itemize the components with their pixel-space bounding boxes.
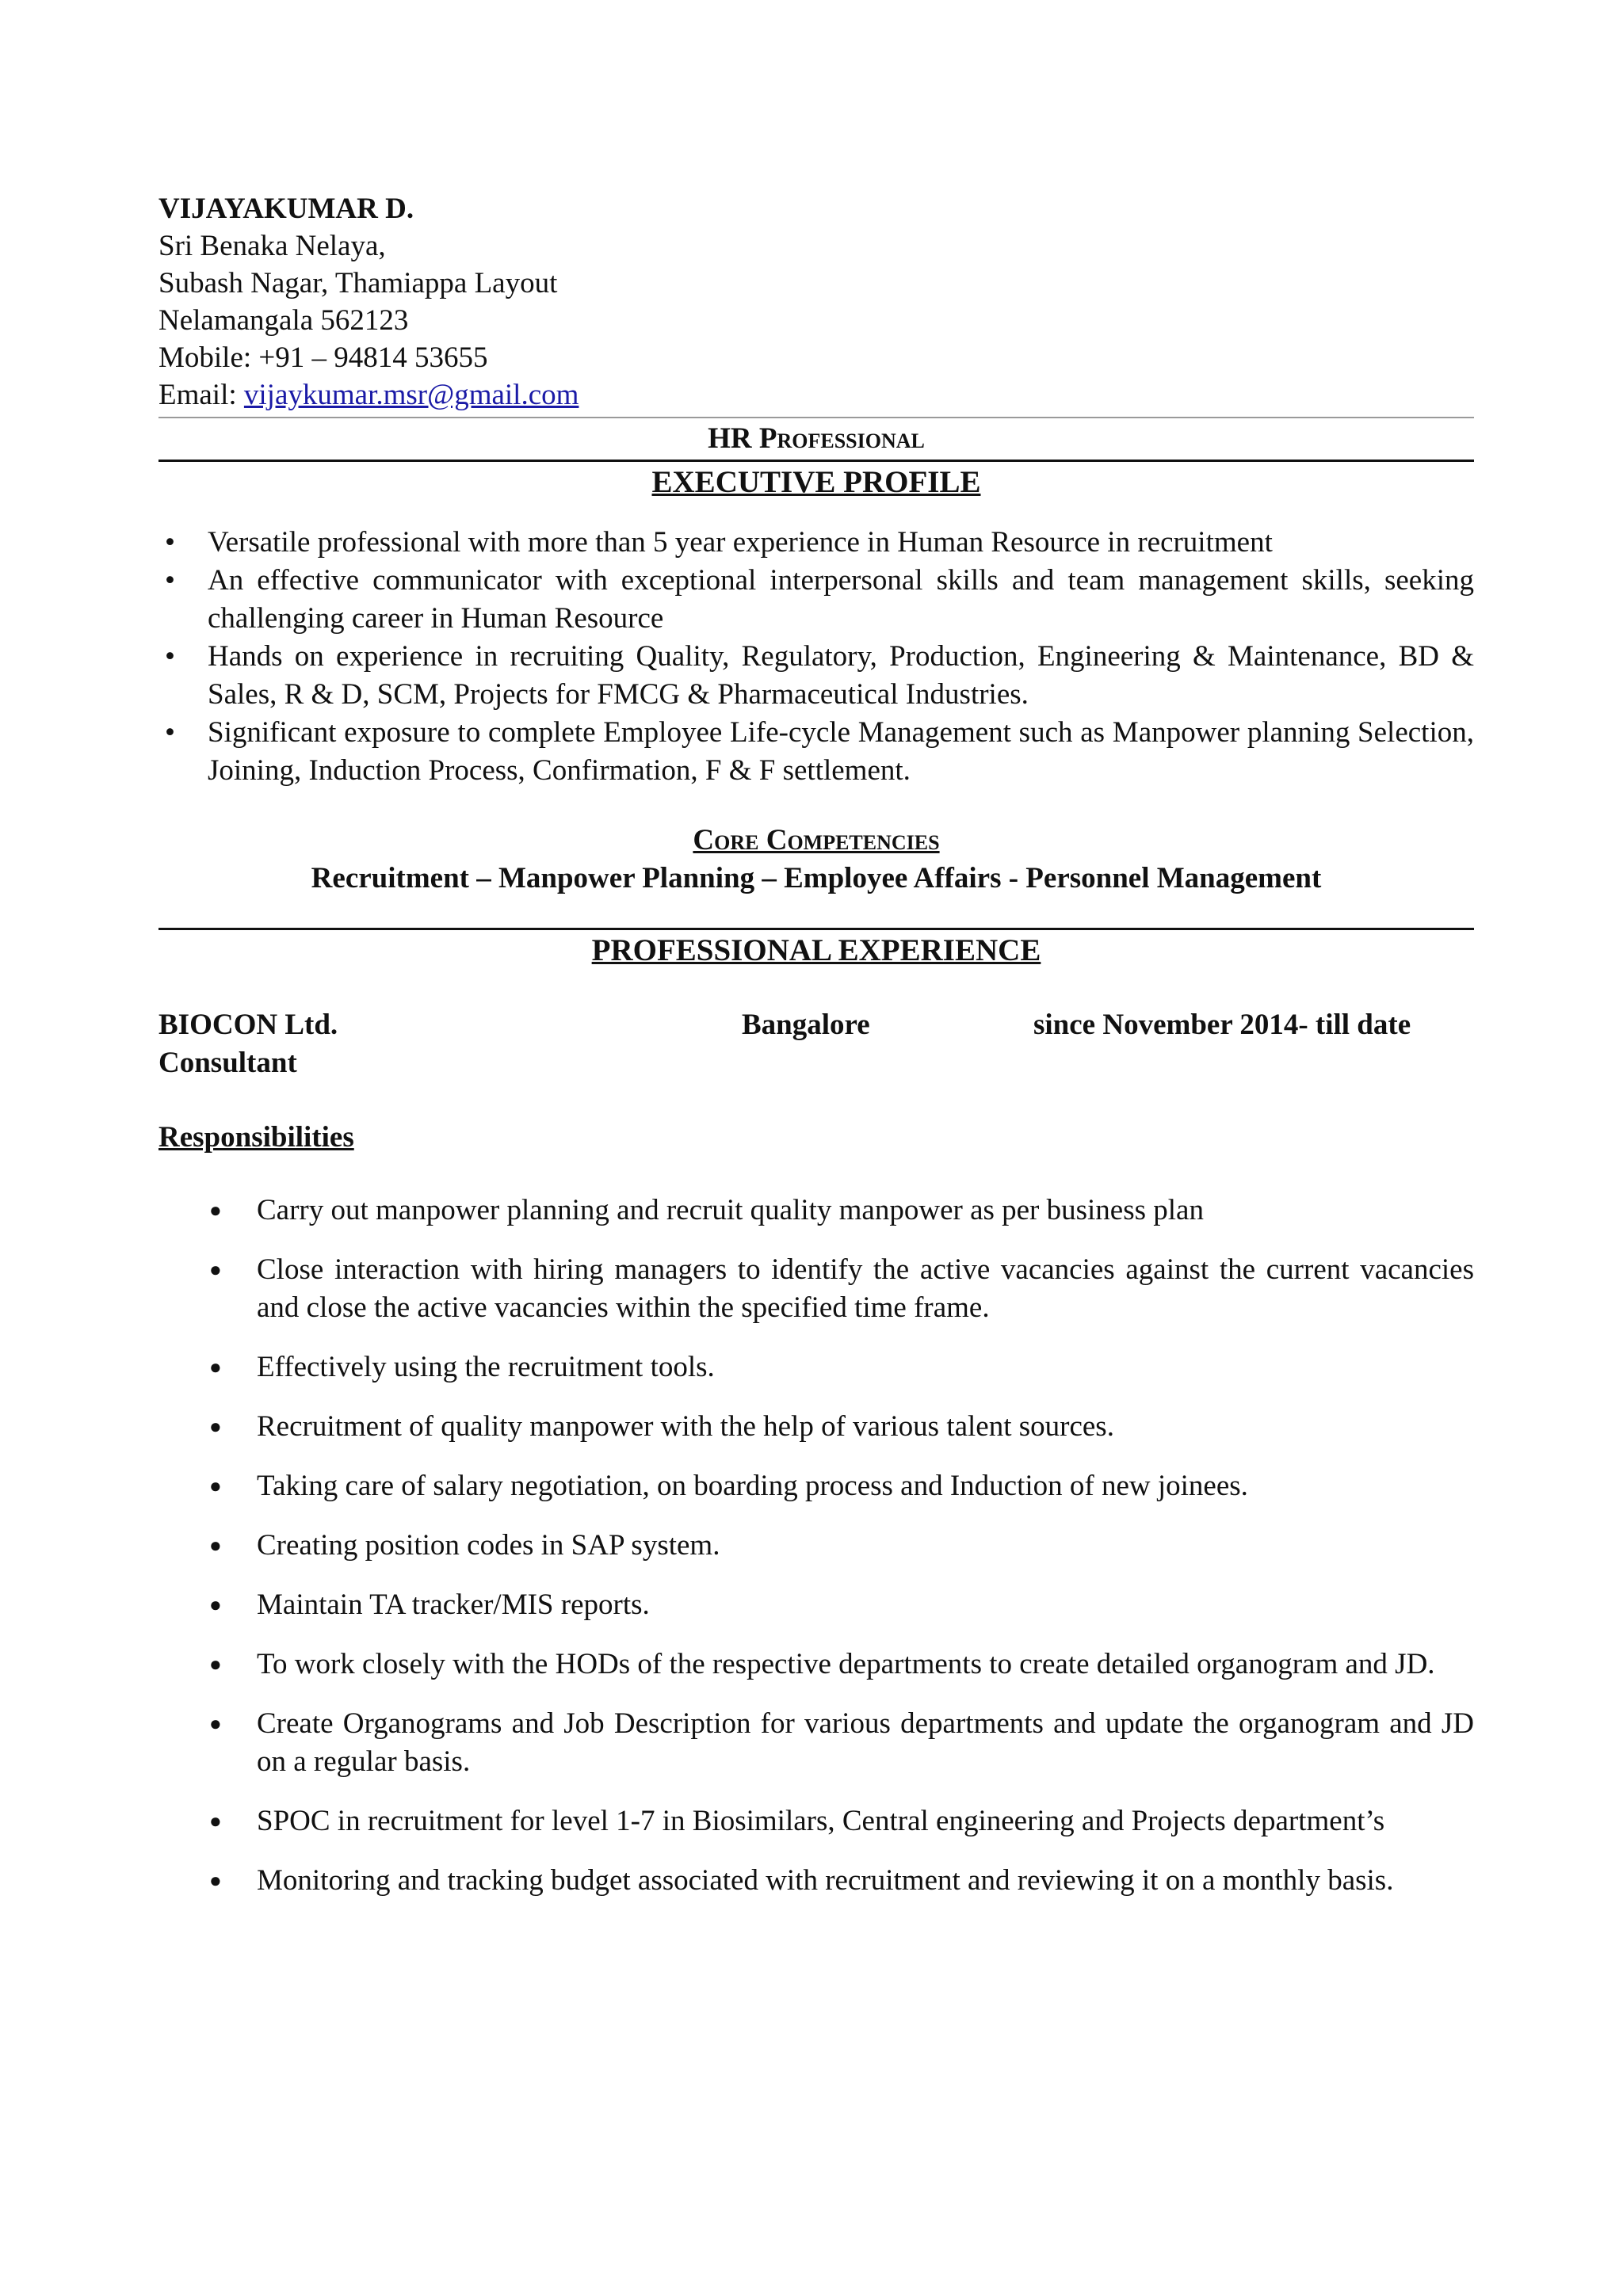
list-item: ● Creating position codes in SAP system. <box>158 1527 1474 1565</box>
list-item: • Hands on experience in recruiting Quality, Regulatory, Production, Engineering & Maintenance, BD & Sales, R & D, SCM, Projects for FMCG & Pharmaceutical Industries. <box>158 638 1474 714</box>
address-line-1: Sri Benaka Nelaya, <box>158 230 386 262</box>
address-line-3: Nelamangala 562123 <box>158 304 409 337</box>
role-word: Professional <box>758 422 925 455</box>
executive-profile-title: EXECUTIVE PROFILE <box>651 465 981 499</box>
list-item: • An effective communicator with exceptional interpersonal skills and team management skills, seeking challenging career in Human Resource <box>158 562 1474 638</box>
resume-content <box>158 190 1474 1921</box>
core-competencies-title: Core Competencies <box>693 824 940 856</box>
list-item: ● Close interaction with hiring managers to identify the active vacancies against the current vacancies and close the active vacancies within the specified time frame. <box>158 1251 1474 1327</box>
candidate-name: VIJAYAKUMAR D. <box>158 193 414 225</box>
list-item: ● Monitoring and tracking budget associated with recruitment and reviewing it on a monthly basis. <box>158 1862 1474 1900</box>
email-line <box>158 376 1474 414</box>
company-name: BIOCON Ltd. <box>158 1009 338 1041</box>
list-item: ● SPOC in recruitment for level 1-7 in Biosimilars, Central engineering and Projects department’s <box>158 1802 1474 1840</box>
list-item: ● Recruitment of quality manpower with the help of various talent sources. <box>158 1408 1474 1446</box>
email-link[interactable]: vijaykumar.msr@gmail.com <box>243 379 579 411</box>
address-line-2: Subash Nagar, Thamiappa Layout <box>158 267 558 299</box>
professional-experience-title: PROFESSIONAL EXPERIENCE <box>591 933 1041 967</box>
list-item: ● Maintain TA tracker/MIS reports. <box>158 1586 1474 1624</box>
role-prefix: HR <box>708 422 759 455</box>
responsibilities-title: Responsibilities <box>158 1121 354 1154</box>
responsibilities-list <box>158 1192 1474 1900</box>
list-item: • Versatile professional with more than 5 year experience in Human Resource in recruitment <box>158 524 1474 562</box>
list-item: ● Carry out manpower planning and recruit quality manpower as per business plan <box>158 1192 1474 1230</box>
job-title: Consultant <box>158 1047 297 1079</box>
list-item: ● Effectively using the recruitment tools. <box>158 1348 1474 1386</box>
core-competencies-line: Recruitment – Manpower Planning – Employee Affairs - Personnel Management <box>311 862 1322 894</box>
email-label: Email: <box>158 379 244 411</box>
role-title <box>158 418 1474 460</box>
list-item: • Significant exposure to complete Employee Life-cycle Management such as Manpower planning Selection, Joining, Induction Process, Confirmation, F & F settlement. <box>158 714 1474 790</box>
company-location: Bangalore <box>742 1009 870 1041</box>
contact-block <box>158 190 1474 414</box>
mobile-number: Mobile: +91 – 94814 53655 <box>158 341 488 374</box>
employment-dates: since November 2014- till date <box>1033 1009 1411 1041</box>
list-item: ● Create Organograms and Job Description for various departments and update the organogram and JD on a regular basis. <box>158 1705 1474 1781</box>
list-item: ● Taking care of salary negotiation, on boarding process and Induction of new joinees. <box>158 1467 1474 1505</box>
executive-profile-list <box>158 524 1474 790</box>
list-item: ● To work closely with the HODs of the respective departments to create detailed organogram and JD. <box>158 1646 1474 1684</box>
job-header-row <box>158 1006 1474 1044</box>
